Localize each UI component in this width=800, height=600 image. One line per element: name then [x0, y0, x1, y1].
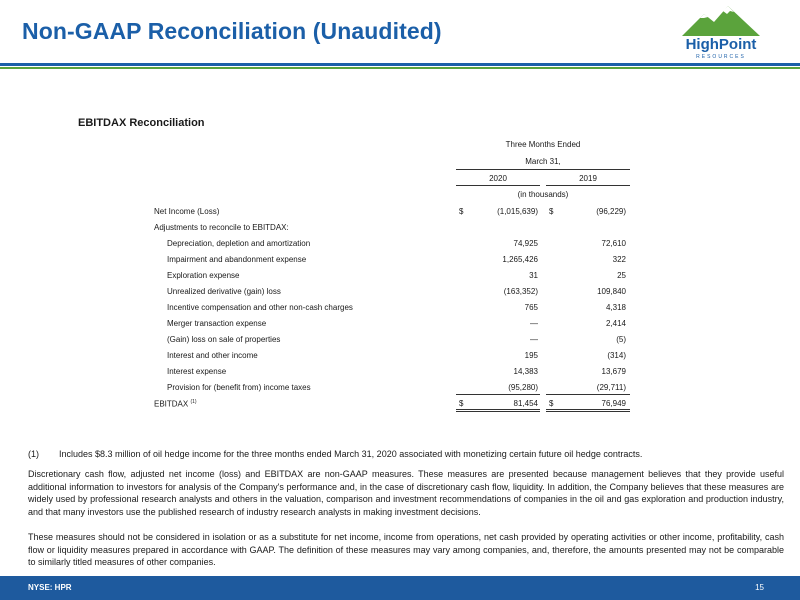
value-2020: 1,265,426: [502, 255, 538, 264]
value-2020: 195: [524, 351, 538, 360]
subtotal-rule-2020: [456, 394, 540, 395]
table-row: [0, 255, 800, 271]
table-row: [0, 335, 800, 351]
company-logo: [668, 6, 774, 64]
total-label: EBITDAX: [154, 399, 189, 409]
value-2020: —: [530, 319, 538, 328]
period-date: March 31,: [525, 157, 561, 166]
value-2020: 14,383: [513, 367, 538, 376]
value-2019: (29,711): [596, 383, 626, 392]
row-label: Provision for (benefit from) income taxes: [167, 383, 311, 392]
total-rule-2019: [546, 409, 630, 410]
value-2019: 76,949: [601, 399, 626, 408]
value-2020: 74,925: [513, 239, 538, 248]
row-label: [154, 399, 197, 409]
footnote-text: Includes $8.3 million of oil hedge income for the three months ended March 31, 2020 associated with monetizing certain future oil hedge contracts.: [59, 449, 643, 459]
disclosure-paragraph: Discretionary cash flow, adjusted net income (loss) and EBITDAX are non-GAAP measures. These measures are presented because management believes that they provide useful additional information to investors for analysis of the Company's performance and, in the case of discretionary cash flow, liquidity. In addition, the Company believes that these measures are widely used by professional research analysts and others in the valuation, comparison and investment recommendations of companies in the oil and gas exploration and production industry, and that many investors use the published research of industry research analysts in making investment decisions.: [28, 469, 784, 517]
table-row: [0, 383, 800, 399]
dollar-sign: $: [549, 399, 554, 408]
value-2020: (163,352): [503, 287, 538, 296]
header-rule-blue: [0, 63, 800, 66]
ticker-label: NYSE: HPR: [28, 583, 72, 592]
value-2019: 25: [617, 271, 626, 280]
column-header-2020: 2020: [489, 174, 507, 183]
total-double-rule-2019: [546, 411, 630, 412]
value-2019: 13,679: [601, 367, 626, 376]
value-2019: (314): [607, 351, 626, 360]
table-row: [0, 223, 800, 239]
total-double-rule-2020: [456, 411, 540, 412]
table-row: [0, 287, 800, 303]
logo-wordmark: HighPoint: [685, 36, 757, 53]
value-2020: 765: [524, 303, 538, 312]
subtotal-rule-2019: [546, 394, 630, 395]
value-2019: 72,610: [601, 239, 626, 248]
row-label: (Gain) loss on sale of properties: [167, 335, 281, 344]
row-label: Exploration expense: [167, 271, 240, 280]
table-row: [0, 239, 800, 255]
table-row: [0, 367, 800, 383]
table-row: [0, 303, 800, 319]
value-2020: —: [530, 335, 538, 344]
footer-bar: [0, 576, 800, 600]
footnote-ref: (1): [190, 399, 197, 405]
header-rule: [456, 169, 630, 170]
row-label: Interest and other income: [167, 351, 258, 360]
column-header-2019: 2019: [579, 174, 597, 183]
page-title: Non-GAAP Reconciliation (Unaudited): [22, 18, 442, 44]
dollar-sign: $: [459, 399, 464, 408]
value-2019: 4,318: [605, 303, 626, 312]
row-label: Impairment and abandonment expense: [167, 255, 307, 264]
row-label: Incentive compensation and other non-cash charges: [167, 303, 353, 312]
table-row: [0, 351, 800, 367]
header-rule-2019: [546, 185, 630, 186]
value-2019: (96,229): [596, 207, 626, 216]
row-label: Interest expense: [167, 367, 227, 376]
mountain-icon: [682, 6, 760, 36]
section-title: EBITDAX Reconciliation: [78, 117, 205, 129]
value-2020: 31: [529, 271, 538, 280]
footnote-number: (1): [28, 449, 39, 459]
dollar-sign: $: [459, 207, 464, 216]
table-row: [0, 319, 800, 335]
value-2019: 322: [612, 255, 626, 264]
row-label: Merger transaction expense: [167, 319, 267, 328]
total-rule-2020: [456, 409, 540, 410]
value-2020: (1,015,639): [497, 207, 538, 216]
value-2020: 81,454: [513, 399, 538, 408]
disclosure-paragraph: These measures should not be considered in isolation or as a substitute for net income, income from operations, net cash provided by operating activities or other income, profitability, cash flow or liquidity measures prepared in accordance with GAAP. The definition of these measures may vary among companies, and, therefore, the amounts presented may not be comparable to similarly titled measures of other companies.: [28, 532, 784, 567]
period-label: Three Months Ended: [505, 140, 581, 149]
value-2019: 2,414: [605, 319, 626, 328]
page-number: 15: [755, 583, 764, 592]
row-label: Unrealized derivative (gain) loss: [167, 287, 281, 296]
row-label: Adjustments to reconcile to EBITDAX:: [154, 223, 289, 232]
units-label: (in thousands): [517, 190, 569, 199]
header-rule-green: [0, 67, 800, 69]
logo-subtitle: RESOURCES: [696, 54, 746, 60]
value-2020: (95,280): [508, 383, 538, 392]
table-row-total: [0, 399, 800, 415]
table-row: [0, 271, 800, 287]
table-row: [0, 207, 800, 223]
row-label: Depreciation, depletion and amortization: [167, 239, 311, 248]
header-rule-2020: [456, 185, 540, 186]
dollar-sign: $: [549, 207, 554, 216]
value-2019: 109,840: [597, 287, 626, 296]
row-label: Net Income (Loss): [154, 207, 220, 216]
value-2019: (5): [616, 335, 626, 344]
